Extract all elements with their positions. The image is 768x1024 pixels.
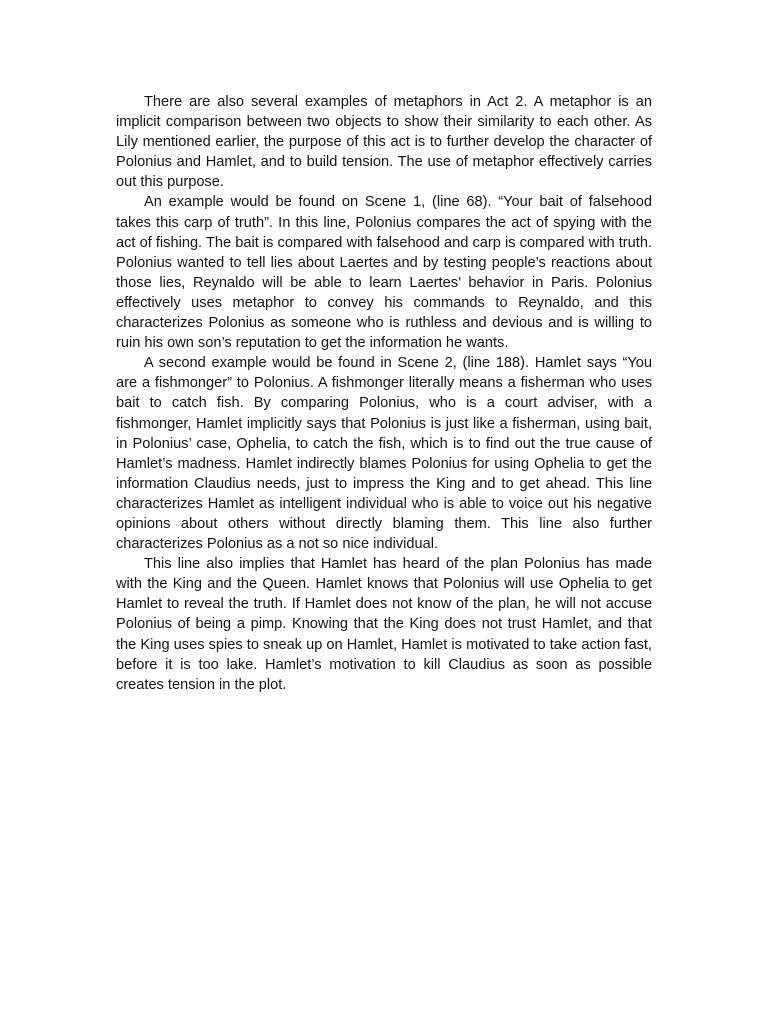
document-body [116, 92, 652, 695]
paragraph-hamlet-plan: This line also implies that Hamlet has heard of the plan Polonius has made with the King and the Queen. Hamlet knows that Polonius will use Ophelia to get Hamlet to reveal the truth. If Hamlet does not know of the plan, he will not accuse Polonius of being a pimp. Knowing that the King does not trust Hamlet, and that the King uses spies to sneak up on Hamlet, Hamlet is motivated to take action fast, before it is too lake. Hamlet’s motivation to kill Claudius as soon as possible creates tension in the plot. [116, 556, 652, 693]
paragraph-scene-2-example: A second example would be found in Scene 2, (line 188). Hamlet says “You are a fishmonger” to Polonius. A fishmonger literally means a fisherman who uses bait to catch fish. By comparing Polonius, who is a court adviser, with a fishmonger, Hamlet implicitly says that Polonius is just like a fisherman, using bait, in Polonius’ case, Ophelia, to catch the fish, which is to find out the true cause of Hamlet’s madness. Hamlet indirectly blames Polonius for using Ophelia to get the information Claudius needs, just to impress the King and to get ahead. This line characterizes Hamlet as intelligent individual who is able to voice out his negative opinions about others without directly blaming them. This line also further characterizes Polonius as a not so nice individual. [116, 355, 652, 553]
paragraph-metaphors-intro: There are also several examples of metaphors in Act 2. A metaphor is an implicit comparison between two objects to show their similarity to each other. As Lily mentioned earlier, the purpose of this act is to further develop the character of Polonius and Hamlet, and to build tension. The use of metaphor effectively carries out this purpose. [116, 94, 652, 191]
paragraph-scene-1-example: An example would be found on Scene 1, (line 68). “Your bait of falsehood takes this carp of truth”. In this line, Polonius compares the act of spying with the act of fishing. The bait is compared with falsehood and carp is compared with truth. Polonius wanted to tell lies about Laertes and by testing people’s reactions about those lies, Reynaldo will be able to learn Laertes’ behavior in Paris. Polonius effectively uses metaphor to convey his commands to Reynaldo, and this characterizes Polonius as someone who is ruthless and devious and is willing to ruin his own son’s reputation to get the information he wants. [116, 194, 652, 352]
